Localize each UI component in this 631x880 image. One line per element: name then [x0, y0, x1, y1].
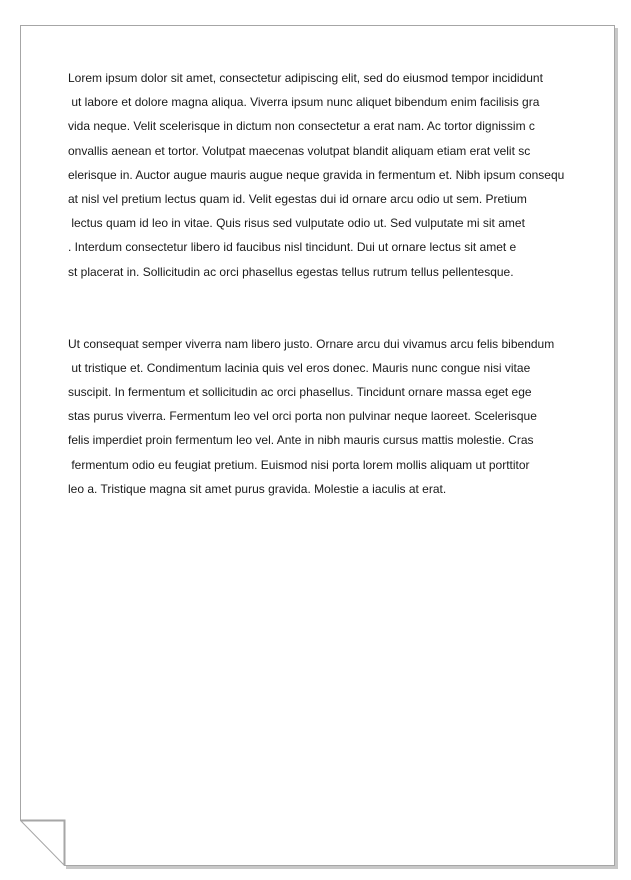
text-line: Ut consequat semper viverra nam libero justo. Ornare arcu dui vivamus arcu felis bibendum [68, 336, 555, 351]
text-line: elerisque in. Auctor augue mauris augue neque gravida in fermentum et. Nibh ipsum consequ [68, 167, 565, 182]
text-line: leo a. Tristique magna sit amet purus gravida. Molestie a iaculis at erat. [68, 481, 447, 496]
text-line: fermentum odio eu feugiat pretium. Euismod nisi porta lorem mollis aliquam ut porttitor [68, 457, 530, 472]
document-body [68, 66, 608, 501]
text-line: lectus quam id leo in vitae. Quis risus sed vulputate odio ut. Sed vulputate mi sit amet [68, 216, 525, 231]
paragraph-2 [68, 332, 608, 501]
text-line: at nisl vel pretium lectus quam id. Velit egestas dui id ornare arcu odio ut sem. Pretium [68, 191, 527, 206]
text-line: ut tristique et. Condimentum lacinia quis vel eros donec. Mauris nunc congue nisi vitae [68, 360, 531, 375]
text-line: st placerat in. Sollicitudin ac orci phasellus egestas tellus rutrum tellus pellentesque. [68, 264, 514, 279]
paragraph-1 [68, 66, 608, 284]
text-line: . Interdum consectetur libero id faucibus nisl tincidunt. Dui ut ornare lectus sit amet e [68, 240, 517, 255]
text-line: felis imperdiet proin fermentum leo vel. Ante in nibh mauris cursus mattis molestie. Cras [68, 433, 534, 448]
text-line: vida neque. Velit scelerisque in dictum non consectetur a erat nam. Ac tortor dignissim c [68, 119, 535, 134]
text-line: ut labore et dolore magna aliqua. Viverra ipsum nunc aliquet bibendum enim facilisis gra [68, 95, 540, 110]
paragraph-spacer [68, 284, 608, 332]
text-line: suscipit. In fermentum et sollicitudin ac orci phasellus. Tincidunt ornare massa eget ege [68, 385, 532, 400]
text-line: onvallis aenean et tortor. Volutpat maecenas volutpat blandit aliquam etiam erat velit sc [68, 143, 531, 158]
text-line: stas purus viverra. Fermentum leo vel orci porta non pulvinar neque laoreet. Scelerisque [68, 409, 537, 424]
text-line: Lorem ipsum dolor sit amet, consectetur adipiscing elit, sed do eiusmod tempor incididunt [68, 71, 543, 85]
